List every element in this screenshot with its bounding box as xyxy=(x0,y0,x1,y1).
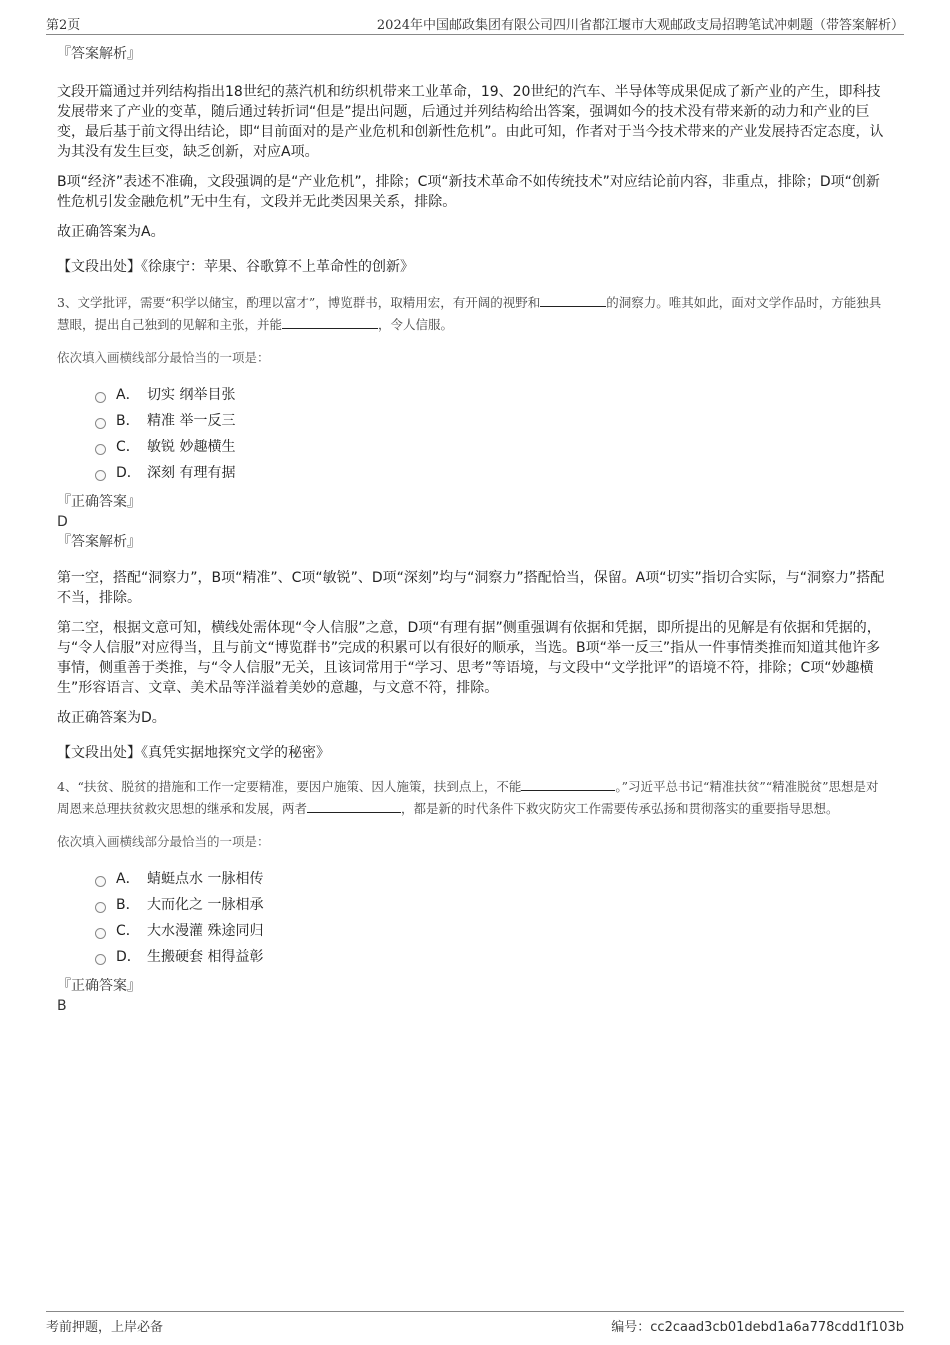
question-4 xyxy=(57,776,888,1016)
analysis-paragraph: B项“经济”表述不准确，文段强调的是“产业危机”，排除；C项“新技术革命不如传统技术”对应结论前内容，非重点，排除；D项“创新性危机引发金融危机”无中生有，文段并无此类因果关系，排除。 xyxy=(57,174,880,210)
footer-slogan: 考前押题，上岸必备 xyxy=(46,1320,164,1335)
analysis-label: 『答案解析』 xyxy=(57,46,141,62)
page-number: 第2页 xyxy=(46,18,81,33)
option-a[interactable]: A． 蜻蜓点水 一脉相传 xyxy=(95,866,888,892)
radio-icon[interactable] xyxy=(95,954,106,965)
page-content xyxy=(57,44,888,1016)
question-text: 3、文学批评，需要“积学以储宝，酌理以富才”，博览群书，取精用宏，有开阔的视野和 的洞察力。唯其如此，面对文学作品时，方能独具慧眼，提出自己独到的见解和主张，并能 ，令人信服。 xyxy=(57,295,882,332)
page-header xyxy=(46,14,904,35)
radio-icon[interactable] xyxy=(95,418,106,429)
radio-icon[interactable] xyxy=(95,470,106,481)
analysis-paragraph: 第二空，根据文意可知，横线处需体现“令人信服”之意，D项“有理有据”侧重强调有依据和凭据，即所提出的见解是有依据和凭据的，与“令人信服”对应得当，且与前文“博览群书”完成的积累可以有很好的顺承，当选。B项“举一反三”指从一件事情类推而知道其他许多事情，侧重善于类推，与“令人信服”无关，且该词常用于“学习、思考”等语境，与文段中“文学批评”的语境不符，排除；C项“妙趣横生”形容语言、文章、美术品等洋溢着美妙的意趣，与文意不符，排除。 xyxy=(57,620,881,696)
question-text: 4、“扶贫、脱贫的措施和工作一定要精准，要因户施策、因人施策，扶到点上，不能 。”习近平总书记“精准扶贫”“精准脱贫”思想是对周恩来总理扶贫救灾思想的继承和发展，两者 ，都是新的时代条件下救灾防灾工作需要传承弘扬和贯彻落实的重要指导思想。 xyxy=(57,779,879,816)
question-instruction: 依次填入画横线部分最恰当的一项是： xyxy=(57,834,270,849)
radio-icon[interactable] xyxy=(95,392,106,403)
page-footer xyxy=(46,1311,904,1339)
answer-label: 『正确答案』 xyxy=(57,494,141,510)
conclusion-text: 故正确答案为A。 xyxy=(57,224,165,240)
source-citation: 【文段出处】《徐康宁：苹果、谷歌算不上革命性的创新》 xyxy=(57,259,414,275)
option-d[interactable]: D． 生搬硬套 相得益彰 xyxy=(95,944,888,970)
radio-icon[interactable] xyxy=(95,902,106,913)
document-id: 编号：cc2caad3cb01debd1a6a778cdd1f103b xyxy=(611,1320,904,1335)
document-title: 2024年中国邮政集团有限公司四川省都江堰市大观邮政支局招聘笔试冲刺题（带答案解析） xyxy=(376,18,904,33)
radio-icon[interactable] xyxy=(95,876,106,887)
conclusion-text: 故正确答案为D。 xyxy=(57,710,166,726)
correct-answer: D xyxy=(57,514,68,530)
q2-analysis xyxy=(57,44,888,276)
option-b[interactable]: B． 大而化之 一脉相承 xyxy=(95,892,888,918)
answer-label: 『正确答案』 xyxy=(57,978,141,994)
option-d[interactable]: D． 深刻 有理有据 xyxy=(95,460,888,486)
question-instruction: 依次填入画横线部分最恰当的一项是： xyxy=(57,350,270,365)
option-c[interactable]: C． 大水漫灌 殊途同归 xyxy=(95,918,888,944)
correct-answer: B xyxy=(57,998,67,1014)
radio-icon[interactable] xyxy=(95,444,106,455)
options-list xyxy=(95,866,888,970)
option-a[interactable]: A． 切实 纲举目张 xyxy=(95,382,888,408)
analysis-paragraph: 文段开篇通过并列结构指出18世纪的蒸汽机和纺织机带来工业革命，19、20世纪的汽车、半导体等成果促成了新产业的产生，即科技发展带来了产业的变革，随后通过转折词“但是”提出问题，后通过并列结构给出答案，强调如今的技术没有带来新的动力和产业的巨变，最后基于前文得出结论，即“目前面对的是产业危机和创新性危机”。由此可知，作者对于当今技术带来的产业发展持否定态度，认为其没有发生巨变，缺乏创新，对应A项。 xyxy=(57,84,884,160)
source-citation: 【文段出处】《真凭实据地探究文学的秘密》 xyxy=(57,745,330,761)
fill-blank xyxy=(282,315,378,329)
fill-blank xyxy=(540,293,606,307)
radio-icon[interactable] xyxy=(95,928,106,939)
fill-blank xyxy=(307,799,401,813)
option-c[interactable]: C． 敏锐 妙趣横生 xyxy=(95,434,888,460)
question-3 xyxy=(57,292,888,762)
analysis-paragraph: 第一空，搭配“洞察力”，B项“精准”、C项“敏锐”、D项“深刻”均与“洞察力”搭配恰当，保留。A项“切实”指切合实际，与“洞察力”搭配不当，排除。 xyxy=(57,570,885,606)
analysis-label: 『答案解析』 xyxy=(57,534,141,550)
fill-blank xyxy=(521,777,615,791)
option-b[interactable]: B． 精准 举一反三 xyxy=(95,408,888,434)
options-list xyxy=(95,382,888,486)
